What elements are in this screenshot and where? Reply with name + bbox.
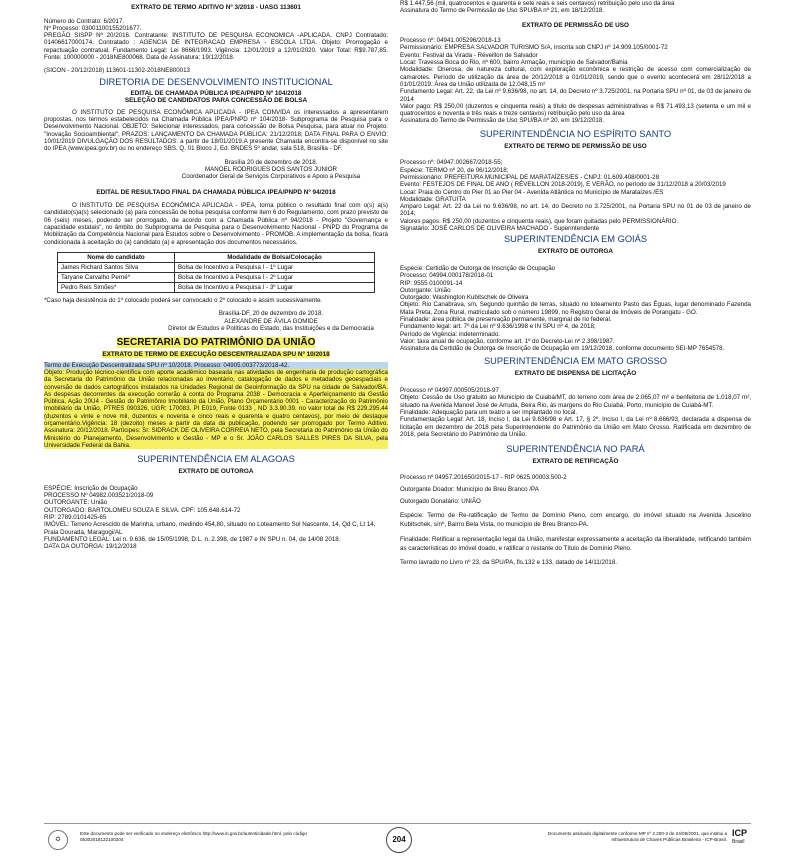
candidates-table	[57, 252, 375, 293]
table-row	[58, 272, 375, 282]
table-cell: Pedro Reis Simões*	[58, 282, 175, 292]
table-cell: Taryane Carvalho Perné*	[58, 272, 175, 282]
edital104-body: O INSTITUTO DE PESQUISA ECONÔMICA APLICADA - IPEA CONVIDA os interessados a apresentarem propostas, nos termos estabelecidos na Chamada Pública IPEA/PNPD nº 104/2018- Subprograma de Pesquisa para o Desenvolvimento Nacional. OBJETO: Selecionar interessados, para concessão de Bolsa Pesquisa, para atuar no Projeto: "Inovação Socioambiental", PRAZOS: LANÇAMENTO DA CHAMADA PÚBLICA: 21/12/2018; DATA FINAL PARA O ENVIO: 10/01/2019 DIVULGAÇÃO DOS RESULTADOS: a partir de 18/01/2019.A presente Chamada encontra-se disponível no site do IPEA (www.ipea.gov.br) ou no endereço SBS. Q. 01 Bloco J, Ed. BNDES 5º andar, sala 518, Brasília - DF.	[44, 108, 388, 153]
para-subtitle: EXTRATO DE RETIFICAÇÃO	[532, 458, 619, 466]
para-title: SUPERINTENDÊNCIA NO PARÁ	[506, 444, 645, 455]
table-cell: Bolsa de Incentivo a Pesquisa I - 2º Lugar	[175, 272, 375, 282]
footer-signature-text: Documento assinado digitalmente conforme MP nº 2.200-2 de 24/08/2001, que institui a Infraestrutura de Chaves Públicas Brasileira - ICP-Brasil.	[547, 831, 727, 842]
spu-body: Objeto: Produção técnico-científica com aporte acadêmico baseada nas atividades de engenharia de produção cartográfica da Secretaria do Patrimônio da União relacionadas ao inventário, catalogação de dados e metadados geoespaciais e conversão de dados cartográficos instalados na Unidades Regional de Geoinformação da SPU na cidade de Salvador/BA. As despesas decorrentes da execução correrão à conta do Programa 2038 - Democracia e Aperfeiçoamento da Gestão Pública, Ação 20U4 - Gestão do Patrimônio Imobiliário da União, Plano Orçamentário 0001 - Caracterização do Patrimônio Imobiliário da União, PTRES 090326, UGR: 170083, PI E019, Fonte 0133 , ND 3.3.90.39, no valor total de R$ 229.295,44 (duzentos e vinte e nove mil, duzentos e noventa e cinco reais e quarenta e quatro centavos), por meio de destaque orçamentário.Vigência: 18 (dezoito) meses a partir da data da publicação, podendo ser prorrogado por Termo Aditivo. Assinatura: 20/12/2018. Partícipes: Sr. SIDRACK DE OLIVEIRA CORREIA NETO, pela Secretaria do Patrimônio da União do Ministério do Planejamento, Desenvolvimento e Gestão - MP e o Sr. JOÃO CARLOS SALLES PIRES DA SILVA, pela Universidade Federal da Bahia.	[44, 368, 388, 449]
espirito-body: Processo nº: 04947.002667/2018-55; Espécie: TERMO nº 20, de 06/12/2018; Permissionário: PREFEITURA MUNICIPAL DE MARATAÍZES/ES - CNPJ: 01.609.408/0001-28 Evento: FESTEJOS DE FINAL DE ANO ( RÉVEILLON 2018-2019), E VERÃO, no período de 31/12/2018 a 20/03/2019 Local: Praia do Centro do Pier 01 ao Pier 04 - Avenida Atlântica no Município de Marataízes /ES Modalidade: GRATUITA Amparo Legal: Art. 22 da Lei no 9.636/98, no art. 14, do Decreto no 3.725/2001, na Portaria SPU no 01 de 03 de janeiro de 2014; Valores pagos: R$ 250,00 (duzentos e cinquenta reais), que foram quitadas pelo PERMISSIONÁRIO. Signatário: JOSÉ CARLOS DE OLIVEIRA MACHADO - Superintendente	[400, 159, 751, 233]
aditivo-body: Número do Contrato: 6/2017. Nº Processo: 03001100155201677. PREGÃO SISPP Nº 20/2016. Contratante: INSTITUTO DE PESQUISA ECONOMICA -APLICADA. CNPJ Contratado: 01406617000174. Contratado : AGENCIA DE INTEGRACAO EMPRESA - ESCOLA LTDA. Objeto: Prorrogação e repactuação contratual. Fundamento Legal: Lei 8666/1993. Vigência: 12/01/2019 a 12/01/2020. Valor Total: R$9.787,85. Fonte: 100000000 - 2018NE800068. Data de Assinatura: 19/12/2018.	[44, 17, 388, 62]
alagoas-body: ESPÉCIE: Inscrição de Ocupação PROCESSO Nº 04982.003521/2018-09 OUTORGANTE: União OUTORGADO: BARTOLOMEU SOUZA E SILVA. CPF: 105.648.614-72 RIP: 2789.0101425-65 IMÓVEL: Terreno Acrescido de Marinha, urbano, medindo 454,80, situado no Loteamento Sol Nascente, 14, Qd C, Lt 14, Praia Dourada, Maragogi/AL FUNDAMENTO LEGAL: Lei n. 9.636, de 15/05/1998, D.L. n. 2.398, de 1987 e IN SPU n. 04, de 14/08 2018. DATA DA OUTORGA: 19/12/2018	[44, 484, 376, 551]
mato-body: Processo nº 04997.000505/2018-97 Objeto: Cessão de Uso gratuito ao Município de Cuiabá/MT, do terreno com área de 2.065,07 m² e benfeitoria de 1.018,07 m², situado na Avenida Manoel José de Arruda, Beira Rio, às margens do Rio Cuiabá, Porto, município de Cuiabá-MT. Finalidade: Adequação para um teatro a ser implantado no local. Fundamentação Legal: Art. 18, Inciso I, da Lei 9.636/98 e Art. 17, § 2º, Inciso I, da Lei nº 8.666/93, declarada a dispensa de licitação em dezembro de 2018 pela Superintendente do Patrimônio da União em Mato Grosso. Ratificada em dezembro de 2018, pela Secretário do Patrimônio da União.	[400, 387, 751, 438]
table-cell: Bolsa de Incentivo a Pesquisa I - 1º Lugar	[175, 262, 375, 272]
mato-subtitle: EXTRATO DE DISPENSA DE LICITAÇÃO	[514, 370, 637, 378]
mato-title: SUPERINTENDÊNCIA EM MATO GROSSO	[483, 356, 668, 367]
goias-title: SUPERINTENDÊNCIA EM GOIÁS	[503, 234, 648, 245]
permissao-body: Processo nº: 04941.005296/2018-13 Permissionário: EMPRESA SALVADOR TURISMO S/A, inscrita sob CNPJ nº 14.909.105/0001-72 Evento: Festival da Virada - Réveillon de Salvador Local: Travessa Boca do Rio, nº 600, bairro Armação, município de Salvador/Bahia Modalidade: Onerosa, de natureza cultural, com exploração econômica e restrição de acesso com comercialização de camarotes. Período de utilização da área de 20/12/2018 a 01/01/2019, sendo que o evento acontecerá em 28/12/2018 a 01/01/2019. Área da União utilizada de 12.048,15 m² Fundamento Legal: Art. 22, da Lei nº 9.636/98, no art. 14, do Decreto nº 3.725/2001, na Portaria SPU nº 01, de 03 de janeiro de 2014 Valor pago: R$ 250,00 (duzentos e cinquenta reais) a título de despesas administrativas e R$ 71.493,13 (setenta e um mil e quatrocentos e noventa e três reais e treze centavos) retribuição pelo uso da área Assinatura do Termo de Permissão de Uso SPU/BA nº 20, em 19/12/2018.	[400, 37, 751, 125]
table-cell: James Richard Santos Silva	[58, 262, 175, 272]
edital94-signature: Brasília-DF, 20 de dezembro de 2018. ALEXANDRE DE ÁVILA GOMIDE Diretor de Estudos e Políticas do Estado, das Instituições e da Democracia	[168, 310, 374, 332]
alagoas-subtitle: EXTRATO DE OUTORGA	[178, 468, 254, 476]
alagoas-title: SUPERINTENDÊNCIA EM ALAGOAS	[137, 454, 295, 465]
page-number: 204	[386, 827, 412, 853]
para-line: Termo lavrado no Livro nº 23, da SPU/PA, fls.132 e 133, datado de 14/11/2018.	[400, 558, 618, 566]
goias-body: Espécie: Certidão de Outorga de Inscrição de Ocupação Processo: 04994.000178/2018-01 RIP: 9555 0100091-14 Outorgante: União Outorgado: Washington Kubitschek de Oliveira Objeto: Rio Canabrava, s/n, Segundo quinhão de terras, situado no loteamento Pasto das Éguas, lugar denominado Fazenda Mata Preta, Zona Rural, matriculado sob o número 19899, no Registro Geral de Imóveis de Porangatu - GO. Finalidade: área pública de preservação permanente, marginal de rio federal. Fundamento legal: art. 7º da Lei nº 9.636/1998 e IN SPU nº 4, de 2018; Período de Vigência: indeterminado. Valor: taxa anual de ocupação, conforme art. 1º do Decreto-Lei nº 2.398/1987. Assinatura da Certidão de Outorga de Inscrição de Ocupação em 19/12/2018, conforme documento SEI-MP 7654578.	[400, 264, 751, 353]
para-line: Finalidade: Retificar a representação legal da União, manifestar expressamente a aceitação da liberalidade, retificando também as características do imóvel doado, e ratificar o restante do Título de Domínio Pleno.	[400, 535, 751, 553]
espirito-subtitle: EXTRATO DE TERMO DE PERMISSÃO DE USO	[504, 142, 647, 150]
para-line: Outorgante Doador: Município de Breu Branco /PA	[400, 486, 539, 494]
para-line: Processo nº 04957.201650/2015-17 - RIP 0625.00003.500-2	[400, 473, 567, 481]
table-header: Nome do candidato	[58, 252, 175, 262]
right-top-text: R$ 1.447,56 (mil, quatrocentos e quarenta e sete reais e seis centavos) retribuição pelo uso da área Assinatura do Termo de Permissão de Uso SPU/BA nº 21, em 18/12/2018.	[400, 0, 675, 15]
table-row	[58, 262, 375, 272]
table-row	[58, 282, 375, 292]
aditivo-title: EXTRATO DE TERMO ADITIVO Nº 3/2018 - UASG 113601	[131, 4, 301, 11]
page-footer	[44, 823, 751, 860]
aditivo-sicon: (SICON - 20/12/2018) 113601-11302-2018NE800013	[44, 67, 190, 75]
edital94-title: EDITAL DE RESULTADO FINAL DA CHAMADA PÚBLICA IPEA/PNPD Nº 94/2018	[96, 188, 336, 196]
table-header: Modalidade de Bolsa/Colocação	[175, 252, 375, 262]
table-header-row	[58, 252, 375, 262]
espirito-title: SUPERINTENDÊNCIA NO ESPÍRITO SANTO	[479, 128, 672, 139]
edital94-note: *Caso haja desistência do 1º colocado poderá ser convocado o 2º colocado e assim sucessivamente.	[44, 296, 323, 304]
icp-brasil-logo: ICP Brasil	[732, 828, 748, 845]
coat-of-arms-icon: ✪	[48, 830, 68, 850]
right-column	[400, 0, 751, 566]
spu-extrato-title: EXTRATO DE TERMO DE EXECUÇÃO DESCENTRALIZADA SPU Nº 10/2018	[102, 351, 330, 359]
edital94-body: O INSTITUTO DE PESQUISA ECONÔMICA APLICADA - IPEA, torna público o resultado final com o(s) a(s) candidato(s)a(s) selecionado (a) para concessão de bolsa pesquisa conforme item 6 do Regulamento, com prazo previsto de 06 (seis) meses, podendo ser prorrogado, de acordo com a Chamada Pública nº 94/2018 - Projeto "Governança e capacidade estatais", no âmbito do Subprograma de Pesquisa para o Desenvolvimento Nacional - PNPD do Programa de Mobilização da Competência Nacional para Estudos sobre o Desenvolvimento - PROMOB. A implementação da bolsa, ficará condicionada à aceitação do (a) candidato (a) e apresentação dos documentos necessários.	[44, 202, 388, 246]
spu-first-line: Termo de Execução Descentralizada SPU nº 10/2018. Processo: 04905.003773/2018-42.	[44, 362, 388, 369]
edital104-title: EDITAL DE CHAMADA PÚBLICA IPEA/PNPD Nº 104/2018	[130, 89, 302, 97]
edital104-signature: Brasília 20 de dezembro de 2018. MANOEL RODRIGUES DOS SANTOS JUNIOR Coordenador Geral de Serviços Corporativos e Apoio a Pesquisa	[181, 158, 361, 181]
permissao-title: EXTRATO DE PERMISSÃO DE USO	[522, 21, 629, 29]
diretoria-title: DIRETORIA DE DESENVOLVIMENTO INSTITUCIONAL	[99, 76, 333, 87]
para-line: Espécie: Termo de Re-ratificação de Termo de Domínio Pleno, com encargo, do imóvel situado na Avenida Juscelino Kubitschek, s/nº, Bairro Bela Vista, no município de Breu Branco-PA.	[400, 511, 751, 529]
footer-verification-text: Este documento pode ser verificado no endereço eletrônico http://www.in.gov.br/autenticidade.html, pelo código 05302018122100204	[80, 831, 307, 842]
left-column	[44, 0, 388, 551]
edital104-subtitle: SELEÇÃO DE CANDIDATOS PARA CONCESSÃO DE BOLSA	[124, 97, 308, 105]
table-cell: Bolsa de Incentivo a Pesquisa I - 3º Lugar	[175, 282, 375, 292]
para-line: Outorgado Donatário: UNIÃO	[400, 498, 481, 506]
goias-subtitle: EXTRATO DE OUTORGA	[538, 248, 613, 256]
spu-highlighted-block	[44, 362, 388, 450]
spu-title: SECRETARIA DO PATRIMÔNIO DA UNIÃO	[116, 337, 316, 349]
